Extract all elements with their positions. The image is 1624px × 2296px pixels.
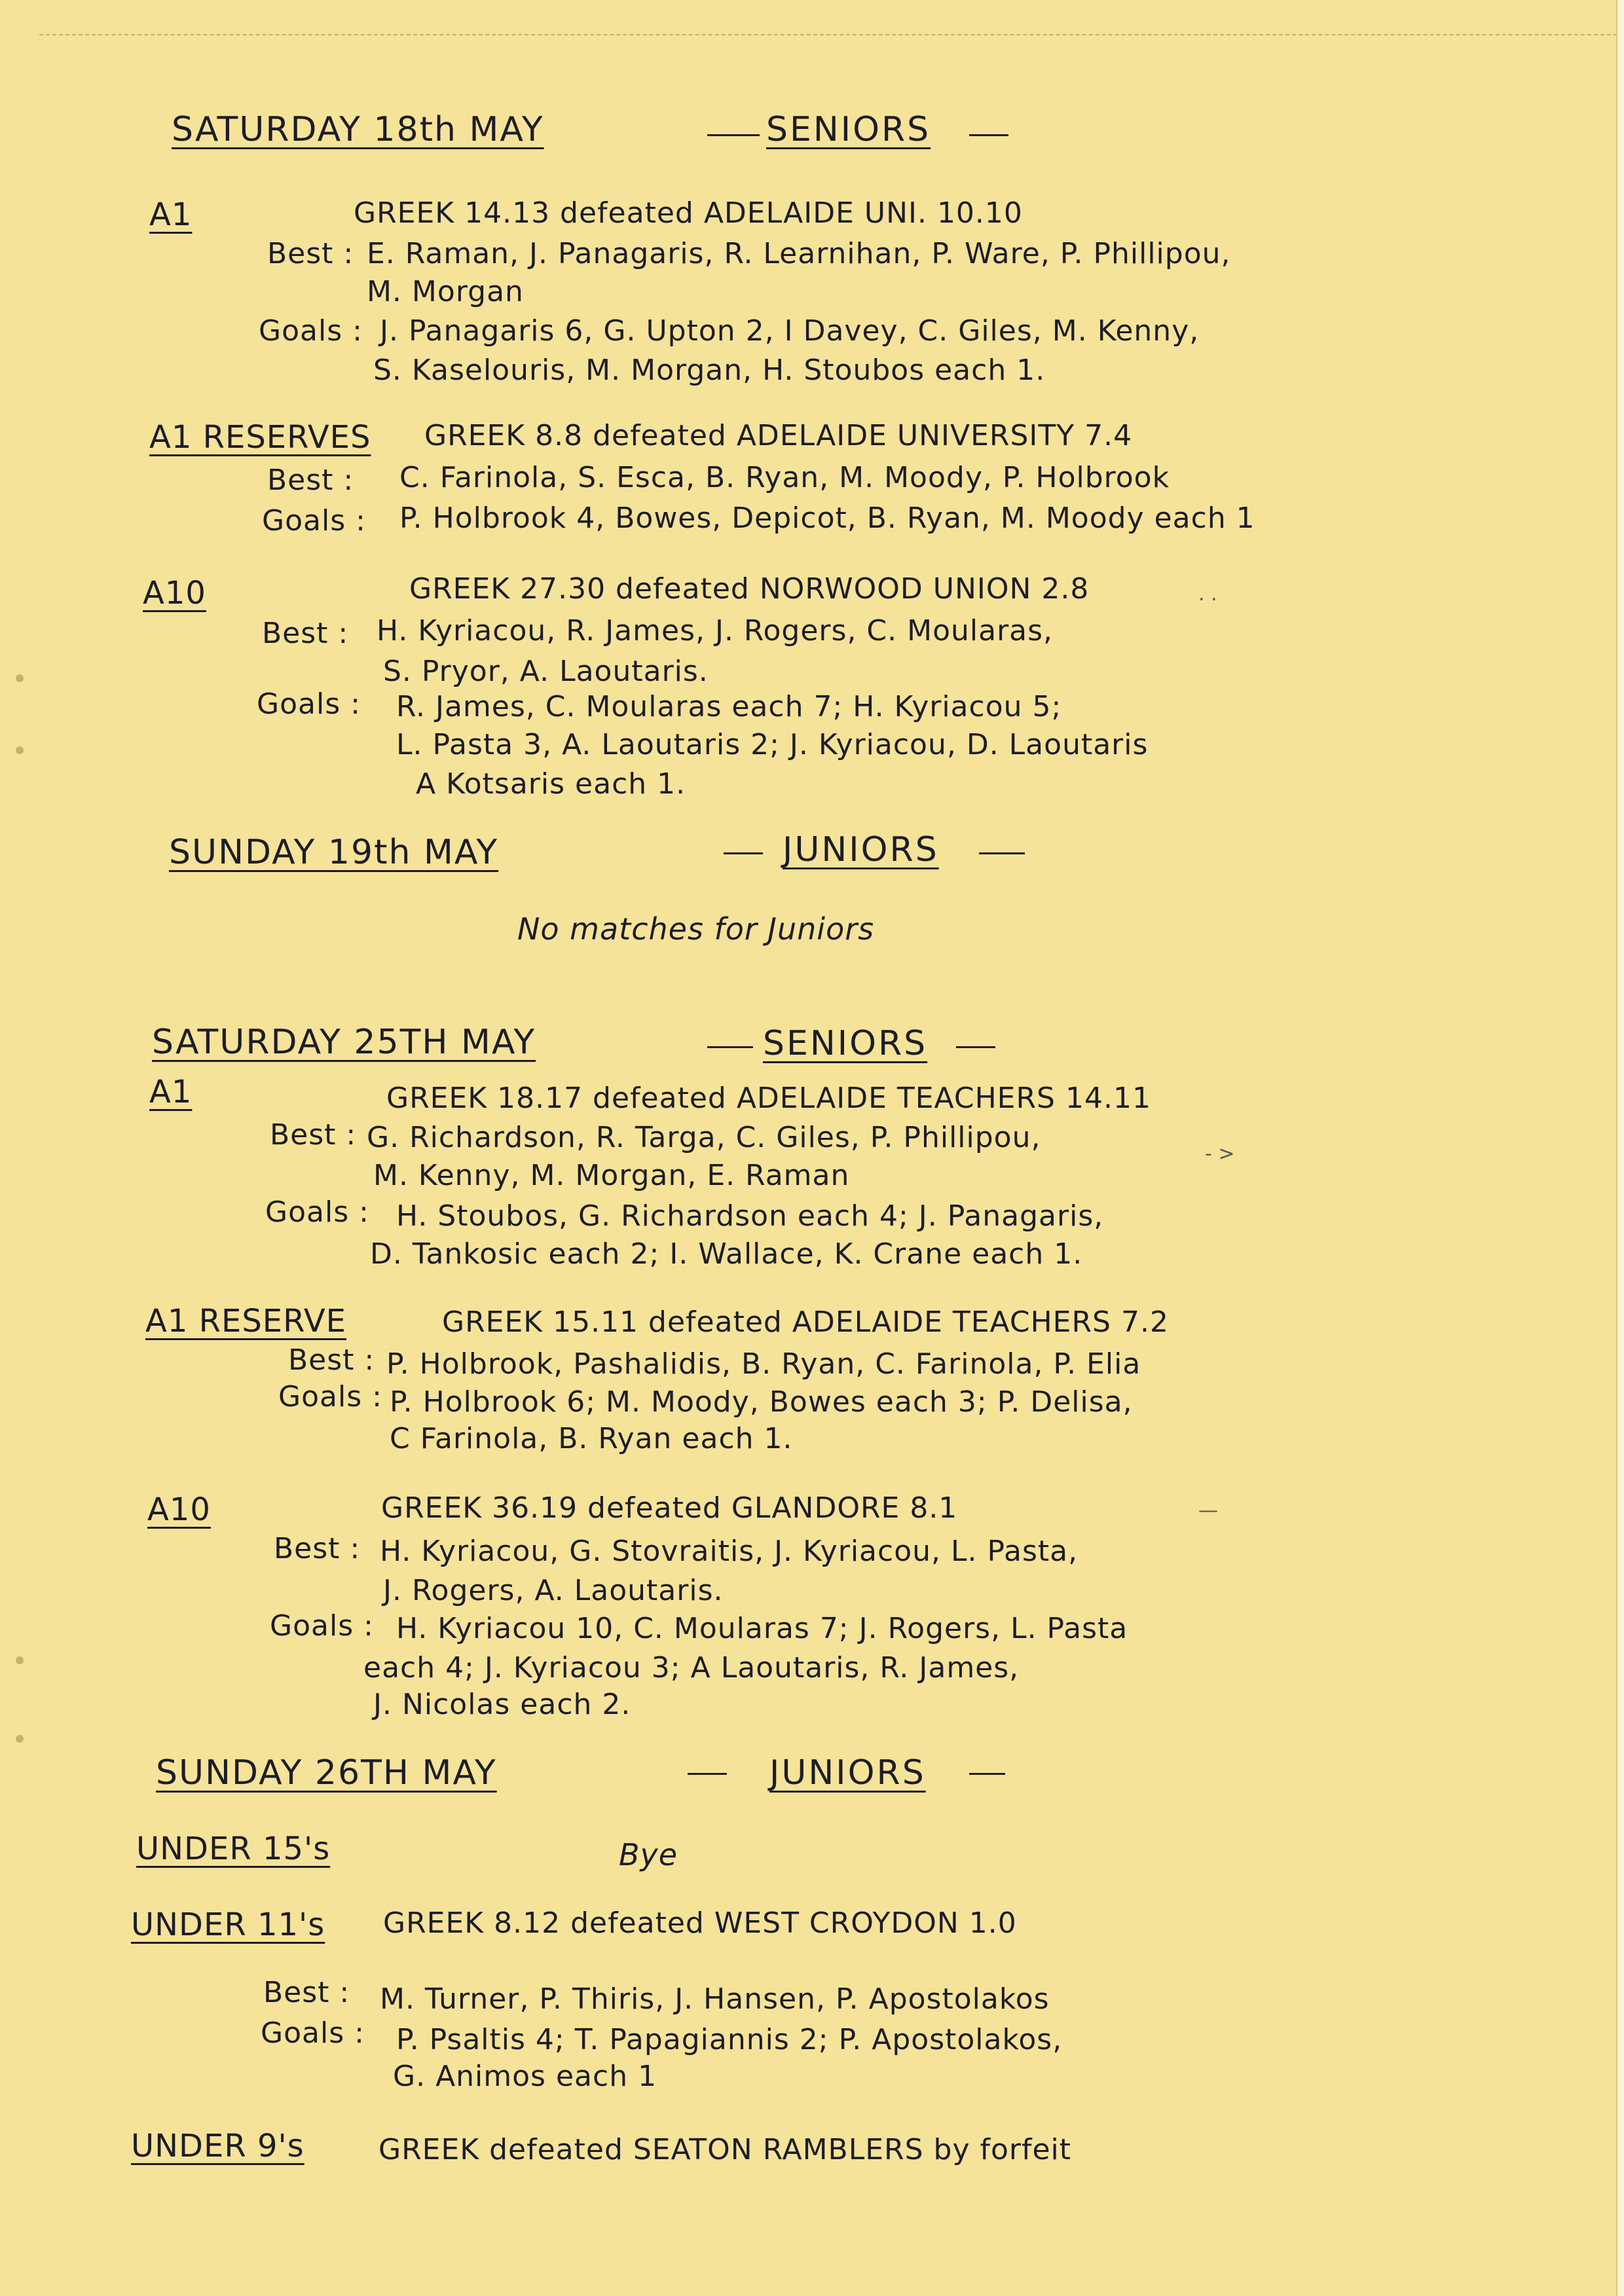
binder-hole-mark bbox=[16, 746, 24, 754]
match-result: GREEK 36.19 defeated GLANDORE 8.1 bbox=[381, 1491, 958, 1525]
goal-kickers: P. Holbrook 6; M. Moody, Bowes each 3; P. Delisa, bbox=[390, 1385, 1133, 1419]
team-name: A1 bbox=[149, 196, 193, 233]
match-result: GREEK defeated SEATON RAMBLERS by forfeit bbox=[378, 2133, 1072, 2166]
goal-kickers: D. Tankosic each 2; I. Wallace, K. Crane each 1. bbox=[370, 1237, 1083, 1271]
section-group: JUNIORS bbox=[783, 830, 939, 869]
no-matches-note: No matches for Juniors bbox=[517, 911, 875, 947]
best-label: Best : bbox=[288, 1343, 375, 1377]
best-label: Best : bbox=[263, 1976, 350, 2009]
team-name: UNDER 11's bbox=[131, 1906, 325, 1943]
section-group: SENIORS bbox=[763, 1024, 928, 1063]
goal-kickers: P. Psaltis 4; T. Papagiannis 2; P. Apostolakos, bbox=[396, 2023, 1063, 2056]
goal-kickers: S. Kaselouris, M. Morgan, H. Stoubos each 1. bbox=[373, 354, 1046, 387]
dash bbox=[707, 134, 760, 136]
team-name: A1 bbox=[149, 1074, 193, 1110]
best-players: J. Rogers, A. Laoutaris. bbox=[383, 1574, 724, 1607]
goal-kickers: each 4; J. Kyriacou 3; A Laoutaris, R. James, bbox=[363, 1651, 1020, 1685]
match-result: GREEK 18.17 defeated ADELAIDE TEACHERS 14.11 bbox=[386, 1082, 1151, 1115]
team-name: A10 bbox=[147, 1491, 211, 1528]
goal-kickers: A Kotsaris each 1. bbox=[416, 767, 686, 801]
best-players: M. Turner, P. Thiris, J. Hansen, P. Apostolakos bbox=[380, 1982, 1050, 2016]
goal-kickers: R. James, C. Moularas each 7; H. Kyriacou 5; bbox=[396, 690, 1062, 723]
section-group: SENIORS bbox=[766, 110, 931, 149]
goal-kickers: H. Stoubos, G. Richardson each 4; J. Panagaris, bbox=[396, 1199, 1104, 1233]
best-players: G. Richardson, R. Targa, C. Giles, P. Phillipou, bbox=[367, 1121, 1041, 1154]
team-name: UNDER 9's bbox=[131, 2128, 304, 2164]
goals-label: Goals : bbox=[257, 687, 361, 721]
dash bbox=[724, 852, 763, 854]
goals-label: Goals : bbox=[262, 504, 366, 538]
goal-kickers: C Farinola, B. Ryan each 1. bbox=[390, 1422, 793, 1455]
goals-label: Goals : bbox=[270, 1609, 374, 1643]
best-label: Best : bbox=[267, 237, 354, 270]
best-label: Best : bbox=[274, 1532, 361, 1565]
section-date: SUNDAY 19th MAY bbox=[169, 833, 499, 872]
dash bbox=[956, 1046, 995, 1048]
dash bbox=[979, 852, 1025, 854]
goal-kickers: H. Kyriacou 10, C. Moularas 7; J. Rogers, L. Pasta bbox=[396, 1612, 1128, 1645]
goals-label: Goals : bbox=[261, 2016, 365, 2050]
best-players: E. Raman, J. Panagaris, R. Learnihan, P. Ware, P. Phillipou, bbox=[367, 237, 1231, 270]
dash bbox=[688, 1773, 727, 1775]
goal-kickers: G. Animos each 1 bbox=[393, 2060, 657, 2093]
team-name: A1 RESERVES bbox=[149, 419, 371, 456]
stray-mark: - > bbox=[1205, 1142, 1235, 1165]
best-label: Best : bbox=[262, 617, 349, 650]
best-players: H. Kyriacou, R. James, J. Rogers, C. Moularas, bbox=[377, 614, 1054, 647]
goal-kickers: L. Pasta 3, A. Laoutaris 2; J. Kyriacou, D. Laoutaris bbox=[396, 728, 1149, 761]
section-date: SATURDAY 25TH MAY bbox=[152, 1023, 536, 1062]
section-group: JUNIORS bbox=[769, 1753, 926, 1793]
match-result: GREEK 27.30 defeated NORWOOD UNION 2.8 bbox=[409, 572, 1090, 606]
goals-label: Goals : bbox=[278, 1380, 382, 1413]
best-players: H. Kyriacou, G. Stovraitis, J. Kyriacou, L. Pasta, bbox=[380, 1535, 1079, 1568]
section-date: SATURDAY 18th MAY bbox=[172, 110, 544, 149]
best-players: M. Morgan bbox=[367, 275, 524, 308]
best-players: M. Kenny, M. Morgan, E. Raman bbox=[373, 1159, 850, 1192]
section-date: SUNDAY 26TH MAY bbox=[156, 1753, 497, 1793]
binder-hole-mark bbox=[16, 674, 24, 682]
page-top-rule bbox=[39, 34, 1624, 35]
match-result: GREEK 8.12 defeated WEST CROYDON 1.0 bbox=[383, 1906, 1017, 1940]
match-result: GREEK 14.13 defeated ADELAIDE UNI. 10.10 bbox=[354, 196, 1023, 230]
goal-kickers: P. Holbrook 4, Bowes, Depicot, B. Ryan, M. Moody each 1 bbox=[399, 501, 1255, 535]
best-players: P. Holbrook, Pashalidis, B. Ryan, C. Farinola, P. Elia bbox=[386, 1347, 1141, 1381]
best-label: Best : bbox=[267, 464, 354, 497]
match-result: GREEK 8.8 defeated ADELAIDE UNIVERSITY 7.4 bbox=[424, 419, 1133, 452]
dash bbox=[707, 1046, 753, 1048]
goals-label: Goals : bbox=[259, 314, 363, 348]
stray-mark: — bbox=[1198, 1499, 1218, 1522]
team-name: A10 bbox=[143, 575, 206, 611]
goals-label: Goals : bbox=[265, 1195, 369, 1229]
team-name: A1 RESERVE bbox=[145, 1303, 346, 1339]
dash bbox=[969, 1773, 1005, 1775]
paper-edge bbox=[1616, 0, 1624, 2296]
stray-mark: . . bbox=[1198, 583, 1217, 606]
binder-hole-mark bbox=[16, 1656, 24, 1664]
goal-kickers: J. Nicolas each 2. bbox=[373, 1688, 631, 1721]
team-name: UNDER 15's bbox=[136, 1831, 331, 1867]
match-result: Bye bbox=[619, 1837, 678, 1872]
match-result: GREEK 15.11 defeated ADELAIDE TEACHERS 7.2 bbox=[442, 1305, 1169, 1339]
best-label: Best : bbox=[270, 1118, 357, 1152]
goal-kickers: J. Panagaris 6, G. Upton 2, I Davey, C. Giles, M. Kenny, bbox=[380, 314, 1200, 348]
binder-hole-mark bbox=[16, 1735, 24, 1743]
best-players: C. Farinola, S. Esca, B. Ryan, M. Moody, P. Holbrook bbox=[399, 461, 1170, 494]
dash bbox=[969, 134, 1008, 136]
best-players: S. Pryor, A. Laoutaris. bbox=[383, 655, 709, 688]
